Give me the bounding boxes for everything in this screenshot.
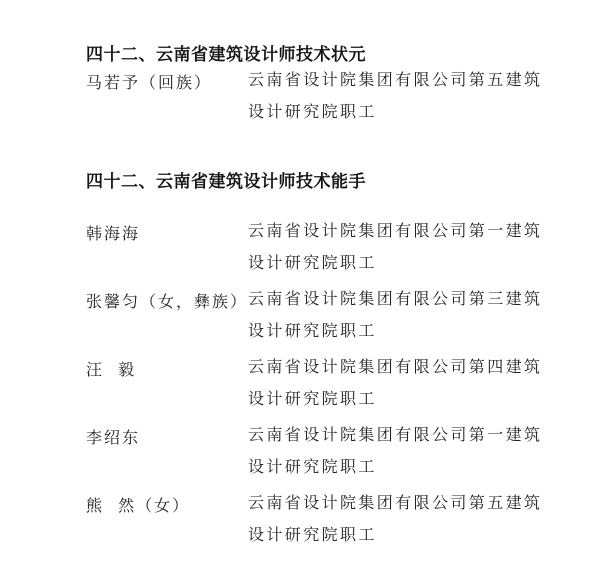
entry-affiliation: 云南省设计院集团有限公司第三建筑设计研究院职工: [248, 289, 543, 340]
entry-affiliation: 云南省设计院集团有限公司第四建筑设计研究院职工: [248, 357, 543, 408]
entry-name: 马若予（回族）: [86, 73, 213, 92]
entry-affiliation: 云南省设计院集团有限公司第五建筑设计研究院职工: [248, 493, 543, 544]
entry-name: 张馨匀（女，彝族）: [86, 292, 249, 311]
entry-affiliation: 云南省设计院集团有限公司第一建筑设计研究院职工: [248, 425, 543, 476]
section-heading-experts: 四十二、云南省建筑设计师技术能手: [86, 172, 366, 192]
entry-affiliation: 云南省设计院集团有限公司第一建筑设计研究院职工: [248, 221, 543, 272]
entry-name: 熊 然（女）: [86, 496, 191, 515]
section-heading-champion: 四十二、云南省建筑设计师技术状元: [86, 45, 366, 65]
entry-affiliation: 云南省设计院集团有限公司第五建筑设计研究院职工: [248, 70, 543, 121]
entry-name: 汪 毅: [86, 360, 137, 379]
entry-name: 李绍东: [86, 428, 141, 447]
entry-name: 韩海海: [86, 224, 141, 243]
